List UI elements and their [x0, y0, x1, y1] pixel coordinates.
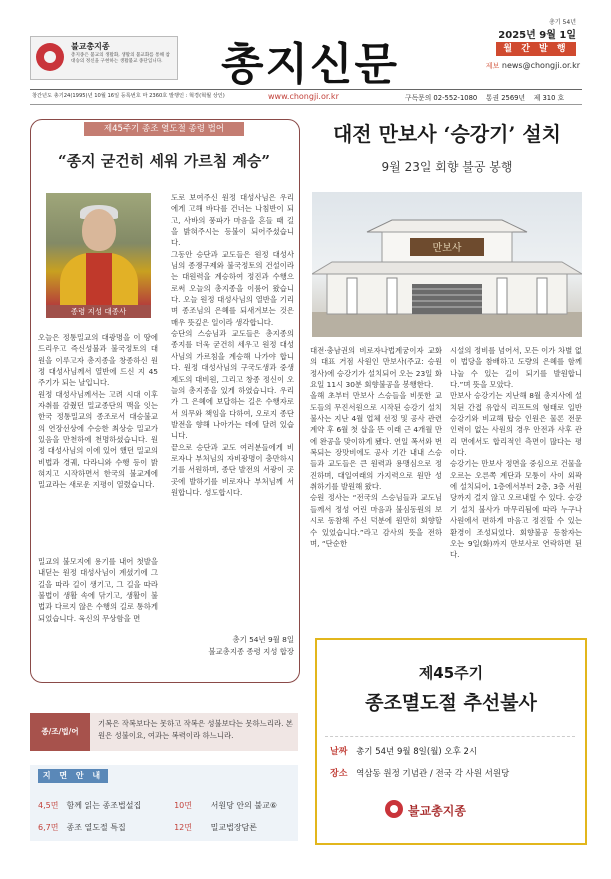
index-page: 6,7면: [38, 823, 59, 832]
photo-caption: 종령 지성 대종사: [46, 305, 151, 318]
portrait-photo: [46, 193, 151, 305]
temple-building-illustration: [312, 192, 582, 337]
temple-photo: [312, 192, 582, 337]
org-logo: [30, 36, 178, 80]
feature-headline: “종지 굳건히 세워 가르침 계승”: [57, 152, 271, 170]
org-seal-icon: [36, 43, 64, 71]
subscribe-contact: 구독문의 02-552-1080: [405, 94, 478, 102]
feature-body-col1-cont: 밀교의 불모지에 용기를 내어 첫발을 내딛는 원정 대성사님이 계셨기에 그 길을 따라 길이 생기고, 그 길을 따라 불법이 생활 속에 닦기고, 생활이 불법과 다르지 않은 수행의 길로 통하게 되었습니다. 육신의 무상함을 면: [38, 557, 158, 623]
feature-body-col1: 오늘은 정통밀교의 대광명을 이 땅에 드리우고 즉신성불과 불국정토의 대원을 이루고자 총지종을 창종하신 원정 대성사님께서 열반에 드신 지 45주기가 되는 날입니다. 원정 대성사님께서는 고려 시대 이후 자취를 감췄던 밀교종단의 맥을 잇는 한국 정통밀교의 종조로서 대승불교의 연장선상에 수승한 최상승 밀교가 있음을 만천하에 천명하셨습니다. 원정 대성사님의 이에 있어 했던 밀교의 비법과 경궤, 다라니와 수행 등이 밝혀지고 시작하면서 한국의 불교계에 밀교라는 새로운 지평이 열렸습니다.: [38, 333, 158, 490]
email-label: 제보: [485, 62, 500, 70]
report-email[interactable]: [470, 61, 580, 71]
subscription-info: [405, 92, 564, 102]
signoff-name: 불교총지종 종령 지성 합장: [208, 646, 294, 656]
temple-sign: 만보사: [432, 243, 462, 254]
main-headline: 대전 만보사 ‘승강기’ 설치: [332, 122, 561, 146]
page-index-title: 지 면 안 내: [38, 769, 108, 783]
portrait-stole: [86, 253, 112, 305]
event-title: 종조멸도절 추선불사: [365, 692, 537, 714]
signoff-date: 총기 54년 9월 8일: [232, 635, 294, 644]
index-page: 4,5면: [38, 801, 59, 810]
issue-number: 제 310 호: [533, 94, 565, 102]
founder-saying-text: 기복은 작복보다는 못하고 작복은 성불보다는 못하느리라. 본원은 성불이요, 여과는 복력이라 하느니라.: [98, 719, 293, 740]
feature-body-col2: 도로 보여주신 원정 대성사님은 우리에게 고해 바다를 건너는 나침반이 되고, 사바의 풍파가 마음을 흔들 때 길을 밝혀주시는 등불이 되어주셨습니다. 그동안 승단과 교도들은 원정 대성사님의 종쟁구제와 불국정토의 건설이라는 대원력을 계승하여 정진과 수행으로써 오늘의 총지종을 이룸어 왔습니다. 오늘 원정 대성사님의 열반을 기리며 종조님의 은혜를 되새겨보는 것은 매우 뜻깊은 일이라 생각합니다. 승단의 스승님과 교도들은 총지종의 종지를 더욱 굳건히 세우고 원정 대성사님의 가르침을 계승해 나가야 합니다. 원정 대성사님의 구국도생과 중생제도의 대비원, 그리고 창종 정신이 오늘의 총지종을 있게 하였습니다. 우리가 그 은혜에 보답하는 길은 수행자로서 의무와 책임을 다하여, 오로지 종단 발전을 향해 나아가는 데에 달려 있습니다. 끝으로 승단과 교도 여러분들에게 비로자나 부처님의 자비광명이 충만하시기를 서원하며, 종단 발전의 서광이 곳곳에 발하기를 비로자나 부처님께 서원합니다. 성도합시다.: [171, 193, 294, 497]
index-topic: 함께 읽는 종조법설집: [66, 801, 142, 810]
event-place: 역삼동 원정 기념관 / 전국 각 사원 서원당: [356, 769, 510, 779]
feature-kicker: 제45주기 종조 열도절 종령 법어: [84, 122, 244, 136]
issue-date: 2025년 9월 1일: [498, 30, 576, 41]
index-topic: 밀교법장담론: [210, 823, 258, 832]
org-logo-name: 불교총지종: [71, 42, 110, 51]
main-body-col2: 시설의 정비를 넘어서, 모든 이가 차별 없이 법당을 참배하고 도량의 은혜를 함께 나눌 수 있는 길이 되기를 발원합니다.”며 뜻을 모았다. 만보사 승강기는 지난해 8월 총지사에 설치된 간접 유압식 리프트의 형태로 일반 승강기와 비교해 탑승 인원은 물론 전문 인력이 없는 사원의 경우 안전과 사후 관리 면에서도 합리적인 측면이 많다는 평이다. 승강기는 만보사 정면을 중심으로 건물을 오르는 오른쪽 계단과 모퉁이 사이 외곽에 설치되어, 1층에서부터 2층, 3층 서원당까지 걸지 않고 오르내릴 수 있다. 승강기 설치 불사가 마무리됨에 따라 누구나 사원에서 편하게 마음고 정진할 수 있는 환경이 조성되었다. 회향불공 등참자는 오는 9일(화)까지 만보사로 연락하면 된다.: [450, 346, 582, 560]
email-address[interactable]: news@chongji.or.kr: [501, 61, 580, 70]
issue-total: 통권 2569년: [485, 94, 526, 102]
index-topic: 서원당 안의 불교⑥: [210, 801, 277, 810]
event-logo-seal-icon: [385, 800, 403, 818]
issue-era: 총기 54년: [549, 19, 576, 26]
frequency-badge: 월 간 발 행: [496, 42, 576, 56]
event-divider: [325, 736, 575, 737]
index-page: 12면: [174, 823, 193, 832]
website-link[interactable]: www.chongji.or.kr: [268, 92, 339, 101]
org-logo-desc: 총지종은 불교의 생활화, 생활의 불교화를 통해 참 대승의 정신을 구현하는 생활불교 종단입니다.: [71, 53, 170, 64]
event-date-line: [330, 744, 477, 757]
index-row[interactable]: [38, 822, 257, 833]
portrait-face: [82, 209, 116, 251]
publication-info: 창간년도 총기24(1995)년 10월 16일 등록번호 마 2360호 발행인 : 혁경(혁월 상인): [32, 93, 225, 99]
event-anniversary: 제45주기: [418, 664, 484, 682]
index-row[interactable]: [38, 800, 277, 811]
event-place-line: [330, 766, 509, 779]
index-page: 10면: [174, 801, 193, 810]
event-logo-text: 불교총지종: [408, 804, 466, 818]
event-date-label: 날짜: [330, 747, 348, 757]
feature-signoff: [171, 634, 294, 657]
main-subhead: 9월 23일 회향 불공 봉행: [381, 160, 513, 174]
founder-saying-tag: 종/조/법/어: [30, 713, 90, 751]
event-date: 총기 54년 9월 8일(월) 오후 2시: [356, 747, 478, 757]
index-topic: 종조 열도절 특집: [66, 823, 126, 832]
newspaper-title: 총지신문: [220, 39, 399, 90]
event-place-label: 장소: [330, 769, 348, 779]
main-body-col1: 대전·충남권의 비로자나법계궁이자 교화의 대표 거점 사원인 만보사(주교: 승원 정사)에 승강기가 설치되어 오는 23일 화요일 11시 30분 회향불공을 봉행한다. 올해 초부터 만보사 스승들을 비롯한 교도들의 무진서원으로 시작된 승강기 설치 불사는 지난 4월 업체 선정 및 공사 관련 계약 후 6월 첫 삽을 뜬 이래 근 4개월 만에 완공을 맞이하게 됐다. 연일 폭서와 번복되는 장맛비에도 공사 기간 내내 스승들과 교도들은 큰 원력과 용맹심으로 정진하며, 대일여래의 가지력으로 원만 성취하기를 발원해 왔다. 승원 정사는 “전국의 스승님들과 교도님들께서 정성 어린 마음과 불심동원의 보시로 동참해 주신 덕분에 원만히 회향할 수 있었습니다.”라고 감사의 뜻을 전하며, “단순한: [310, 346, 442, 548]
